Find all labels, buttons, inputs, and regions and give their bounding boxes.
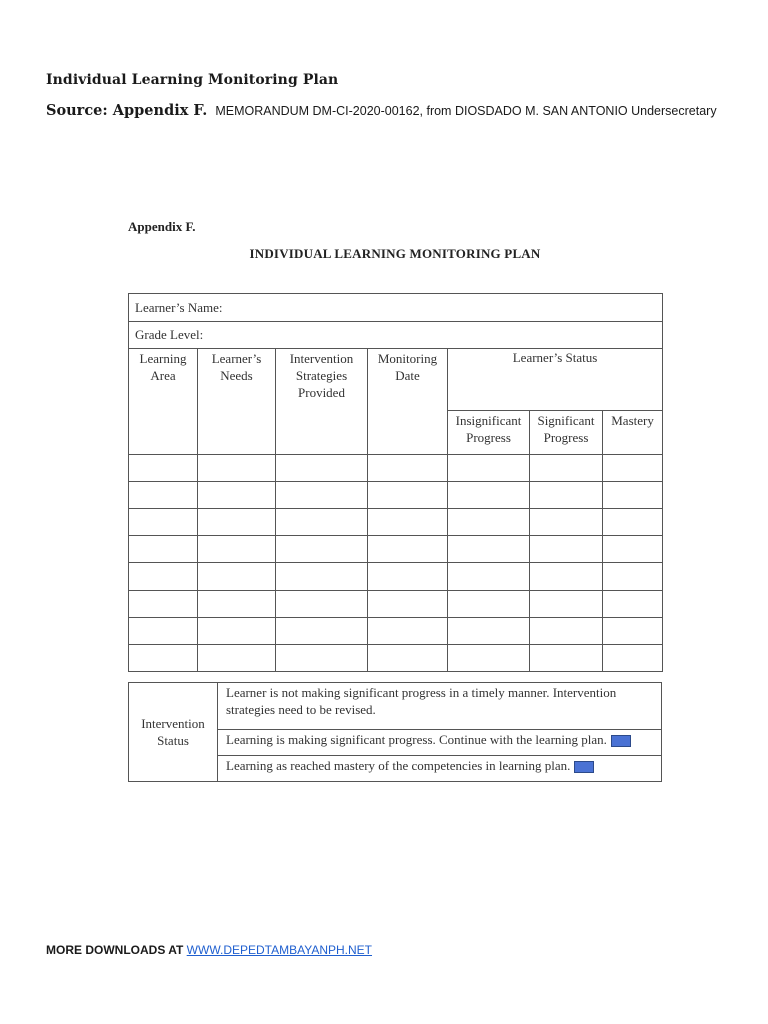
learning-area-cell[interactable] xyxy=(129,590,198,617)
table-row xyxy=(129,454,663,481)
significant-cell[interactable] xyxy=(530,644,603,671)
legend-row-continue xyxy=(218,730,662,756)
blue-swatch xyxy=(574,761,594,773)
learning-area-cell[interactable] xyxy=(129,509,198,536)
footer-prefix: MORE DOWNLOADS AT xyxy=(46,943,184,957)
learning-area-cell[interactable] xyxy=(129,536,198,563)
insignificant-cell[interactable] xyxy=(448,590,530,617)
table-row xyxy=(129,563,663,590)
intervention-cell[interactable] xyxy=(276,536,368,563)
intervention-status-legend xyxy=(128,682,662,782)
intervention-cell[interactable] xyxy=(276,644,368,671)
source-label: Source: Appendix F. xyxy=(46,102,208,119)
monitoring-plan-table xyxy=(128,293,663,672)
learners-needs-cell[interactable] xyxy=(198,509,276,536)
header-learners-status: Learner’s Status xyxy=(448,349,663,410)
monitoring-date-cell[interactable] xyxy=(368,563,448,590)
legend-text: Learning as reached mastery of the competencies in learning plan. xyxy=(226,758,571,773)
insignificant-cell[interactable] xyxy=(448,536,530,563)
table-row xyxy=(129,481,663,508)
mastery-cell[interactable] xyxy=(603,644,663,671)
appendix-label: Appendix F. xyxy=(128,219,196,234)
learning-area-cell[interactable] xyxy=(129,617,198,644)
blue-swatch xyxy=(611,735,631,747)
mastery-cell[interactable] xyxy=(603,536,663,563)
mastery-cell[interactable] xyxy=(603,454,663,481)
table-row xyxy=(129,617,663,644)
insignificant-cell[interactable] xyxy=(448,481,530,508)
mastery-cell[interactable] xyxy=(603,617,663,644)
header-significant-progress: Significant Progress xyxy=(530,410,603,454)
intervention-cell[interactable] xyxy=(276,563,368,590)
header-mastery: Mastery xyxy=(603,410,663,454)
significant-cell[interactable] xyxy=(530,590,603,617)
learners-needs-cell[interactable] xyxy=(198,536,276,563)
table-row xyxy=(129,590,663,617)
significant-cell[interactable] xyxy=(530,509,603,536)
mastery-cell[interactable] xyxy=(603,563,663,590)
learners-needs-cell[interactable] xyxy=(198,563,276,590)
significant-cell[interactable] xyxy=(530,454,603,481)
learners-needs-cell[interactable] xyxy=(198,617,276,644)
significant-cell[interactable] xyxy=(530,481,603,508)
header-learners-needs: Learner’s Needs xyxy=(198,349,276,455)
legend-row-mastery xyxy=(218,756,662,782)
monitoring-date-cell[interactable] xyxy=(368,481,448,508)
monitoring-date-cell[interactable] xyxy=(368,644,448,671)
learning-area-cell[interactable] xyxy=(129,563,198,590)
grade-level-field[interactable] xyxy=(129,322,663,349)
legend-row-revise xyxy=(218,683,662,730)
intervention-status-label: Intervention Status xyxy=(129,683,218,782)
data-rows xyxy=(129,454,663,671)
significant-cell[interactable] xyxy=(530,617,603,644)
source-line xyxy=(46,102,717,120)
insignificant-cell[interactable] xyxy=(448,563,530,590)
header-insignificant-progress: Insignificant Progress xyxy=(448,410,530,454)
intervention-cell[interactable] xyxy=(276,617,368,644)
intervention-cell[interactable] xyxy=(276,590,368,617)
mastery-cell[interactable] xyxy=(603,509,663,536)
plan-title: INDIVIDUAL LEARNING MONITORING PLAN xyxy=(249,246,541,261)
table-row xyxy=(129,644,663,671)
intervention-cell[interactable] xyxy=(276,509,368,536)
legend-table xyxy=(128,682,662,782)
significant-cell[interactable] xyxy=(530,563,603,590)
legend-text: Learner is not making significant progress in a timely manner. Intervention strategies need to be revised. xyxy=(226,685,617,717)
intervention-cell[interactable] xyxy=(276,481,368,508)
legend-text: Learning is making significant progress. Continue with the learning plan. xyxy=(226,732,607,747)
insignificant-cell[interactable] xyxy=(448,454,530,481)
monitoring-date-cell[interactable] xyxy=(368,617,448,644)
header-monitoring-date: Monitoring Date xyxy=(368,349,448,455)
monitoring-plan-form xyxy=(128,293,662,672)
learner-name-label: Learner’s Name: xyxy=(135,299,223,315)
significant-cell[interactable] xyxy=(530,536,603,563)
insignificant-cell[interactable] xyxy=(448,644,530,671)
monitoring-date-cell[interactable] xyxy=(368,509,448,536)
mastery-cell[interactable] xyxy=(603,590,663,617)
learners-needs-cell[interactable] xyxy=(198,481,276,508)
learner-name-field[interactable] xyxy=(129,294,663,322)
table-row xyxy=(129,536,663,563)
learning-area-cell[interactable] xyxy=(129,481,198,508)
monitoring-date-cell[interactable] xyxy=(368,536,448,563)
source-text: MEMORANDUM DM-CI-2020-00162, from DIOSDADO M. SAN ANTONIO Undersecretary xyxy=(215,104,717,118)
header-intervention-strategies: Intervention Strategies Provided xyxy=(276,349,368,455)
monitoring-date-cell[interactable] xyxy=(368,590,448,617)
learners-needs-cell[interactable] xyxy=(198,644,276,671)
document-title: Individual Learning Monitoring Plan xyxy=(46,72,339,88)
grade-level-label: Grade Level: xyxy=(135,327,204,343)
insignificant-cell[interactable] xyxy=(448,509,530,536)
table-row xyxy=(129,509,663,536)
footer xyxy=(46,943,372,957)
intervention-cell[interactable] xyxy=(276,454,368,481)
learning-area-cell[interactable] xyxy=(129,644,198,671)
header-learning-area: Learning Area xyxy=(129,349,198,455)
learners-needs-cell[interactable] xyxy=(198,454,276,481)
mastery-cell[interactable] xyxy=(603,481,663,508)
footer-link[interactable]: WWW.DEPEDTAMBAYANPH.NET xyxy=(186,943,373,957)
learners-needs-cell[interactable] xyxy=(198,590,276,617)
insignificant-cell[interactable] xyxy=(448,617,530,644)
learning-area-cell[interactable] xyxy=(129,454,198,481)
monitoring-date-cell[interactable] xyxy=(368,454,448,481)
